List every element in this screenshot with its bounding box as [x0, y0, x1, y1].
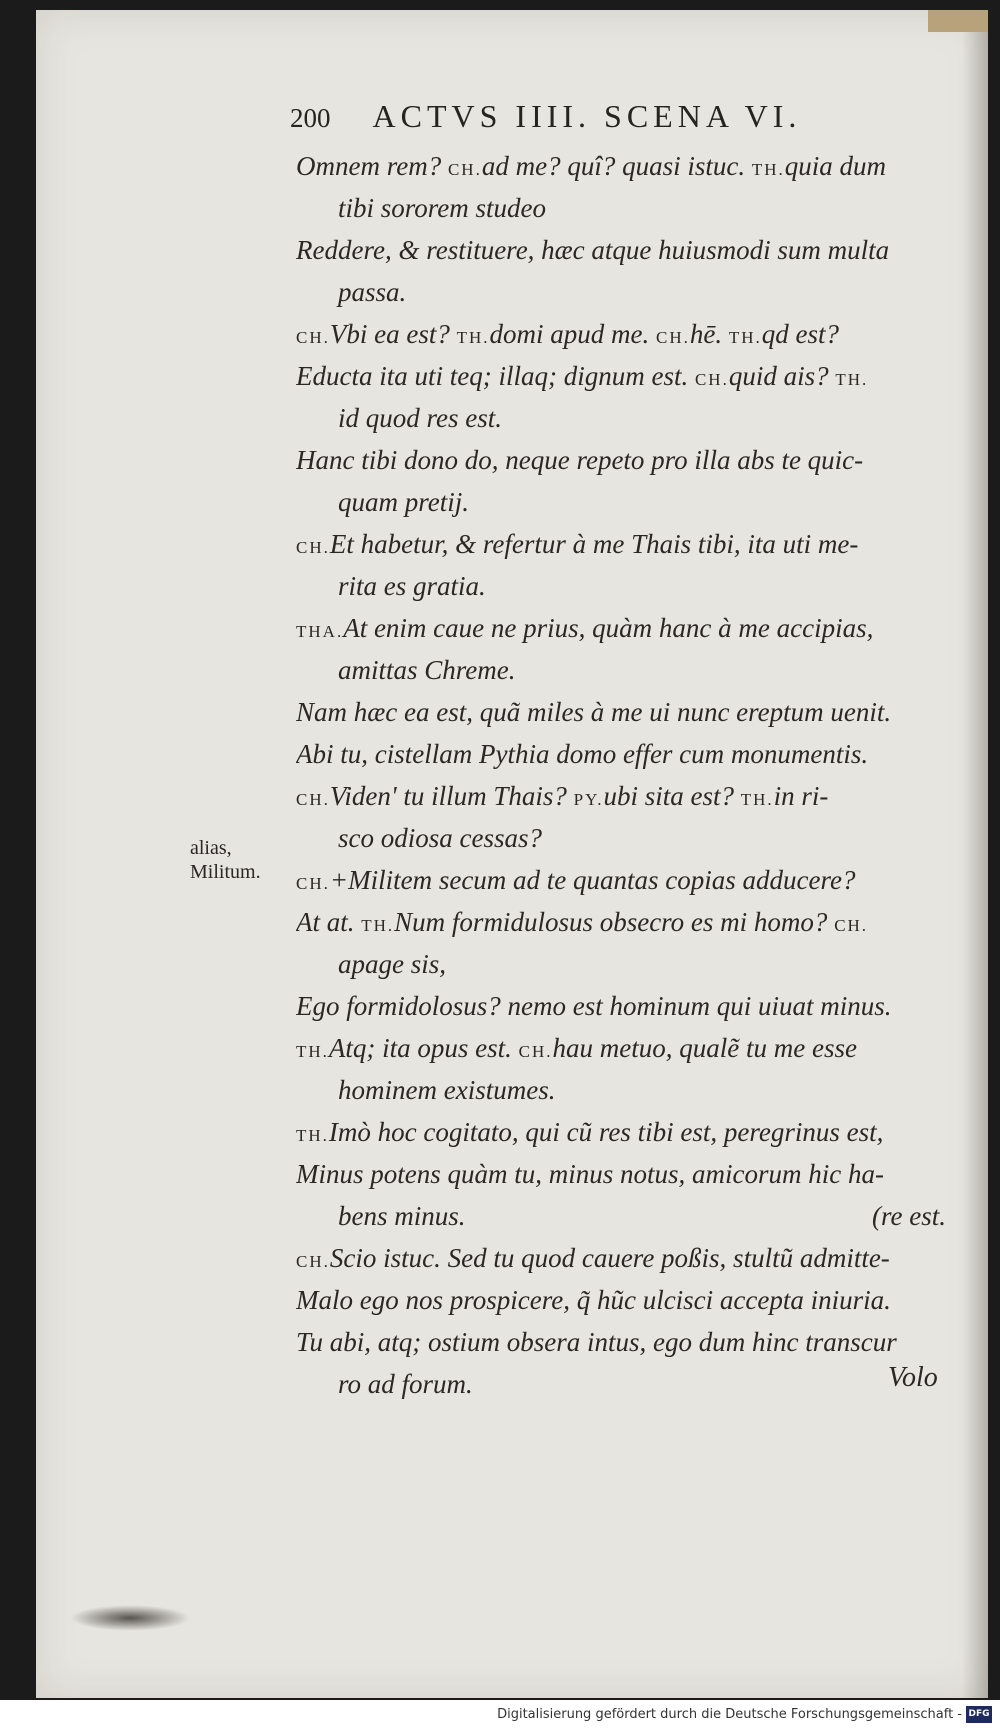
speaker-abbrev: CH.	[694, 370, 729, 389]
speaker-abbrev: CH.	[447, 160, 482, 179]
verse-text: Abi tu, cistellam Pythia domo effer cum monumentis.	[296, 739, 869, 769]
verse-line	[296, 607, 952, 649]
verse-line	[296, 1153, 952, 1195]
verse-text: Ego formidolosus? nemo est hominum qui uiuat minus.	[296, 991, 892, 1021]
catchword: Volo	[888, 1362, 938, 1393]
verse-line	[296, 355, 952, 397]
verse-line	[296, 271, 952, 313]
verse-text: Minus potens quàm tu, minus notus, amicorum hic ha-	[296, 1159, 884, 1189]
marginal-note: alias, Militum.	[190, 837, 261, 883]
verse-text: quam pretij.	[338, 487, 469, 517]
corner-tab	[928, 10, 988, 32]
line-turnover: (re est.	[872, 1201, 946, 1231]
verse-text: apage sis,	[338, 949, 446, 979]
verse-line	[296, 1279, 952, 1321]
speaker-abbrev: TH.	[740, 790, 774, 809]
verse-text: amittas Chreme.	[338, 655, 516, 685]
verse-text: Num formidulosus obsecro es mi homo?	[394, 907, 835, 937]
verse-line	[296, 1111, 952, 1153]
speaker-abbrev: TH.	[728, 328, 762, 347]
verse-text: At at.	[296, 907, 362, 937]
verse-text: hē.	[689, 319, 729, 349]
verse-line	[296, 481, 952, 523]
verse-line	[296, 1069, 952, 1111]
speaker-abbrev: CH.	[296, 1252, 330, 1271]
verse-text: Scio istuc. Sed tu quod cauere poßis, stultũ admitte-	[329, 1243, 890, 1273]
speaker-abbrev: CH.	[296, 790, 330, 809]
verse-text-block	[296, 145, 952, 1405]
verse-line	[296, 397, 952, 439]
verse-text: quia dum	[784, 151, 887, 181]
verse-text: passa.	[338, 277, 407, 307]
verse-line	[296, 649, 952, 691]
speaker-abbrev: CH.	[296, 874, 330, 893]
speaker-abbrev: TH.	[751, 160, 785, 179]
speaker-abbrev: TH.	[456, 328, 490, 347]
verse-line	[296, 187, 952, 229]
verse-text: hau metuo, qualẽ tu me esse	[552, 1033, 857, 1063]
verse-line	[296, 859, 952, 901]
verse-text: Imò hoc cogitato, qui cũ res tibi est, peregrinus est,	[328, 1117, 884, 1147]
verse-text: ro ad forum.	[338, 1369, 473, 1399]
verse-line	[296, 901, 952, 943]
verse-line	[296, 1195, 952, 1237]
verse-text: ubi sita est?	[603, 781, 741, 811]
verse-text: Educta ita uti teq; illaq; dignum est.	[296, 361, 695, 391]
verse-line	[296, 985, 952, 1027]
verse-line	[296, 691, 952, 733]
verse-text: in ri-	[773, 781, 829, 811]
verse-line	[296, 145, 952, 187]
verse-text: Omnem rem?	[296, 151, 448, 181]
verse-line	[296, 1321, 952, 1363]
verse-line	[296, 439, 952, 481]
speaker-abbrev: CH.	[296, 328, 330, 347]
verse-text: Hanc tibi dono do, neque repeto pro illa abs te quic-	[296, 445, 864, 475]
verse-text: Reddere, & restituere, hæc atque huiusmodi sum multa	[296, 235, 890, 265]
verse-text: tibi sororem studeo	[338, 193, 546, 223]
speaker-abbrev: CH.	[834, 916, 869, 935]
verse-line	[296, 523, 952, 565]
speaker-abbrev: TH.	[361, 916, 395, 935]
verse-line	[296, 817, 952, 859]
verse-text: Atq; ita opus est.	[328, 1033, 519, 1063]
verse-text: sco odiosa cessas?	[338, 823, 542, 853]
footer-bar	[0, 1700, 1000, 1730]
ink-stain	[70, 1605, 190, 1631]
verse-text: quid ais?	[728, 361, 836, 391]
speaker-abbrev: PY.	[573, 790, 604, 809]
speaker-abbrev: CH.	[296, 538, 330, 557]
verse-text: hominem existumes.	[338, 1075, 556, 1105]
verse-text: rita es gratia.	[338, 571, 486, 601]
speaker-abbrev: TH.	[296, 1126, 329, 1145]
verse-text: ad me? quî? quasi istuc.	[481, 151, 752, 181]
running-title: ACTVS IIII. SCENA VI.	[372, 98, 802, 134]
verse-line	[296, 565, 952, 607]
verse-line	[296, 775, 952, 817]
verse-text: bens minus.	[338, 1201, 466, 1231]
speaker-abbrev: THA.	[296, 622, 344, 641]
verse-line	[296, 943, 952, 985]
verse-text: Et habetur, & refertur à me Thais tibi, ita uti me-	[329, 529, 859, 559]
page-edge-shadow	[962, 10, 988, 1698]
speaker-abbrev: TH.	[835, 370, 869, 389]
verse-text: id quod res est.	[338, 403, 502, 433]
verse-line	[296, 229, 952, 271]
verse-line	[296, 1363, 952, 1405]
speaker-abbrev: CH.	[656, 328, 690, 347]
speaker-abbrev: TH.	[296, 1042, 329, 1061]
verse-line	[296, 1027, 952, 1069]
page-number: 200	[290, 103, 331, 133]
verse-text: qd est?	[761, 319, 840, 349]
verse-text: Malo ego nos prospicere, q̃ hũc ulcisci accepta iniuria.	[296, 1285, 891, 1315]
dfg-logo-icon: DFG	[966, 1706, 992, 1723]
verse-line	[296, 313, 952, 355]
verse-text: Vbi ea est?	[329, 319, 457, 349]
verse-text: At enim caue ne prius, quàm hanc à me accipias,	[343, 613, 874, 643]
verse-text: domi apud me.	[489, 319, 657, 349]
verse-text: Nam hæc ea est, quã miles à me ui nunc ereptum uenit.	[296, 697, 892, 727]
verse-text: Tu abi, atq; ostium obsera intus, ego dum hinc transcur	[296, 1327, 897, 1357]
speaker-abbrev: CH.	[518, 1042, 553, 1061]
verse-line	[296, 733, 952, 775]
footer-credit: Digitalisierung gefördert durch die Deutsche Forschungsgemeinschaft -	[497, 1707, 962, 1722]
verse-line	[296, 1237, 952, 1279]
verse-text: Viden' tu illum Thais?	[329, 781, 574, 811]
verse-text: +Militem secum ad te quantas copias adducere?	[329, 865, 856, 895]
page-header	[290, 98, 930, 135]
